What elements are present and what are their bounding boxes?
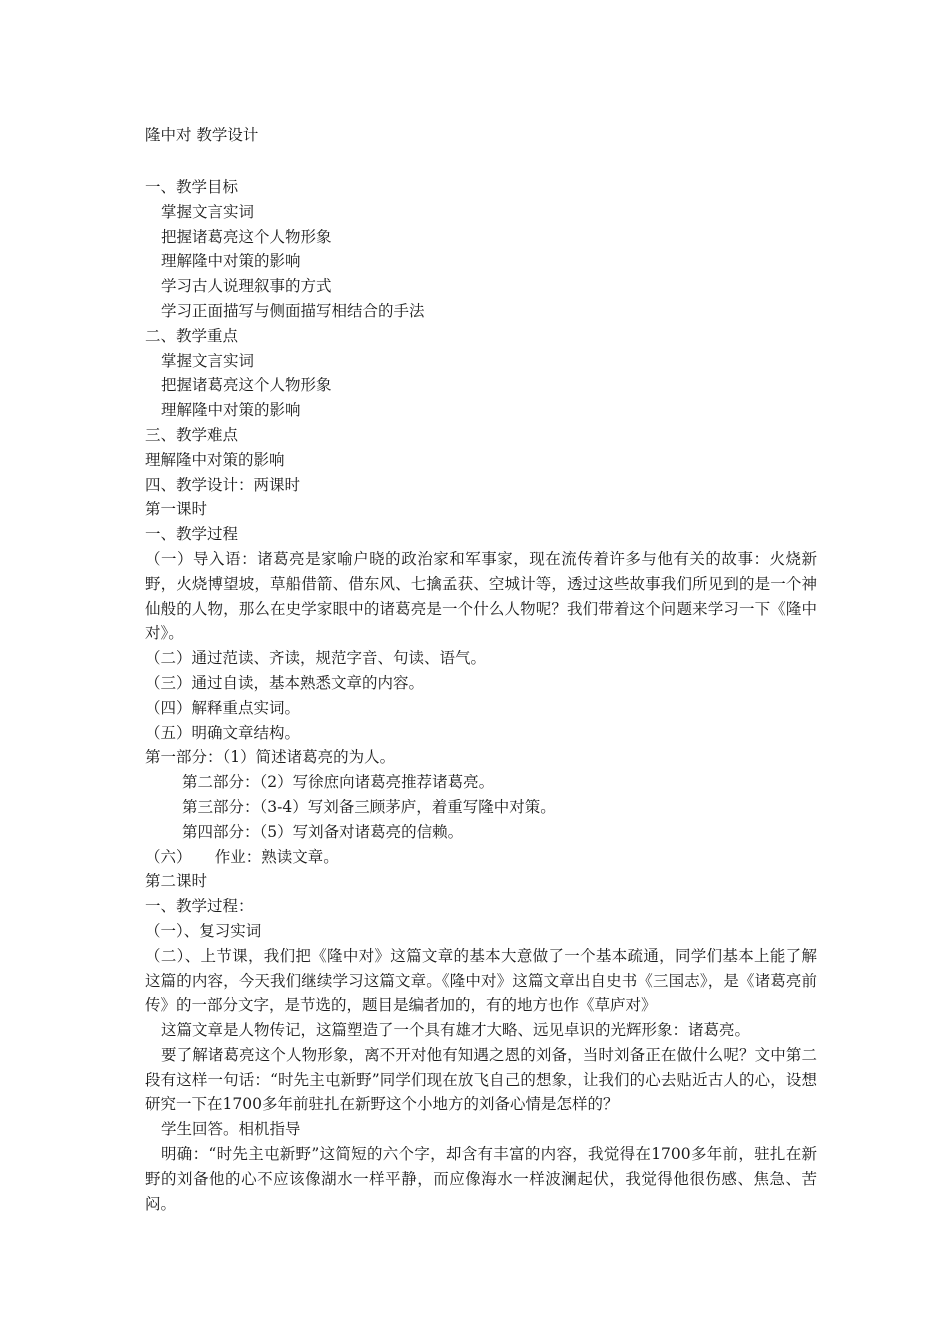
- body-line: 掌握文言实词: [161, 351, 255, 370]
- body-line: （六） 作业：熟读文章。: [145, 847, 339, 866]
- body-line: 学习古人说理叙事的方式: [161, 277, 332, 296]
- body-line: 理解隆中对策的影响: [145, 450, 285, 469]
- document-body: [145, 175, 817, 1216]
- body-line: 第三部分：（3-4）写刘备三顾茅庐，着重写隆中对策。: [182, 797, 556, 816]
- body-line: （二）通过范读、齐读，规范字音、句读、语气。: [145, 649, 487, 668]
- body-paragraph: （一）导入语：诸葛亮是家喻户晓的政治家和军事家，现在流传着许多与他有关的故事：火烧新野，火烧博望坡，草船借箭、借东风、七擒孟获、空城计等，透过这些故事我们所见到的是一个神仙般的人物，那么在史学家眼中的诸葛亮是一个什么人物呢？我们带着这个问题来学习一下《隆中对》。: [145, 549, 817, 643]
- body-line: 三、教学难点: [145, 425, 239, 444]
- body-line: 第一课时: [145, 500, 208, 519]
- body-line: 学习正面描写与侧面描写相结合的手法: [161, 301, 425, 320]
- body-line: 第一部分：（1）简述诸葛亮的为人。: [145, 748, 396, 767]
- body-line: 掌握文言实词: [161, 202, 255, 221]
- body-line: 把握诸葛亮这个人物形象: [161, 376, 332, 395]
- body-line: 理解隆中对策的影响: [161, 401, 301, 420]
- body-paragraph: 要了解诸葛亮这个人物形象，离不开对他有知遇之恩的刘备，当时刘备正在做什么呢？文中第二段有这样一句话：“时先主屯新野”同学们现在放飞自己的想象，让我们的心去贴近古人的心，设想研究一下在1700多年前驻扎在新野这个小地方的刘备心情是怎样的？: [145, 1045, 817, 1114]
- body-line: 一、教学过程：: [145, 897, 254, 916]
- body-line: （一）、复习实词: [145, 921, 262, 940]
- body-line: 一、教学目标: [145, 178, 239, 196]
- body-paragraph: （二）、上节课，我们把《隆中对》这篇文章的基本大意做了一个基本疏通，同学们基本上能了解这篇的内容，今天我们继续学习这篇文章。《隆中对》这篇文章出自史书《三国志》，是《诸葛亮前传》的一部分文字，是节选的，题目是编者加的，有的地方也作《草庐对》: [145, 946, 817, 1015]
- body-line: 这篇文章是人物传记，这篇塑造了一个具有雄才大略、远见卓识的光辉形象：诸葛亮。: [161, 1021, 751, 1040]
- body-line: （五）明确文章结构。: [145, 723, 301, 742]
- body-line: （三）通过自读，基本熟悉文章的内容。: [145, 673, 425, 692]
- body-paragraph: 明确：“时先主屯新野”这简短的六个字，却含有丰富的内容，我觉得在1700多年前，驻扎在新野的刘备他的心不应该像湖水一样平静，而应像海水一样波澜起伏，我觉得他很伤感、焦急、苦闷。: [145, 1145, 817, 1213]
- body-line: 二、教学重点: [145, 326, 239, 345]
- body-line: 一、教学过程: [145, 525, 239, 544]
- body-line: 学生回答。相机指导: [161, 1120, 301, 1139]
- body-line: 第四部分：（5）写刘备对诸葛亮的信赖。: [182, 822, 464, 841]
- body-line: 第二课时: [145, 872, 208, 891]
- body-line: 四、教学设计：两课时: [145, 475, 301, 494]
- body-line: （四）解释重点实词。: [145, 698, 301, 717]
- body-line: 第二部分：（2）写徐庶向诸葛亮推荐诸葛亮。: [182, 773, 495, 792]
- body-line: 理解隆中对策的影响: [161, 252, 301, 271]
- document-title: 隆中对 教学设计: [145, 126, 259, 144]
- body-line: 把握诸葛亮这个人物形象: [161, 227, 332, 246]
